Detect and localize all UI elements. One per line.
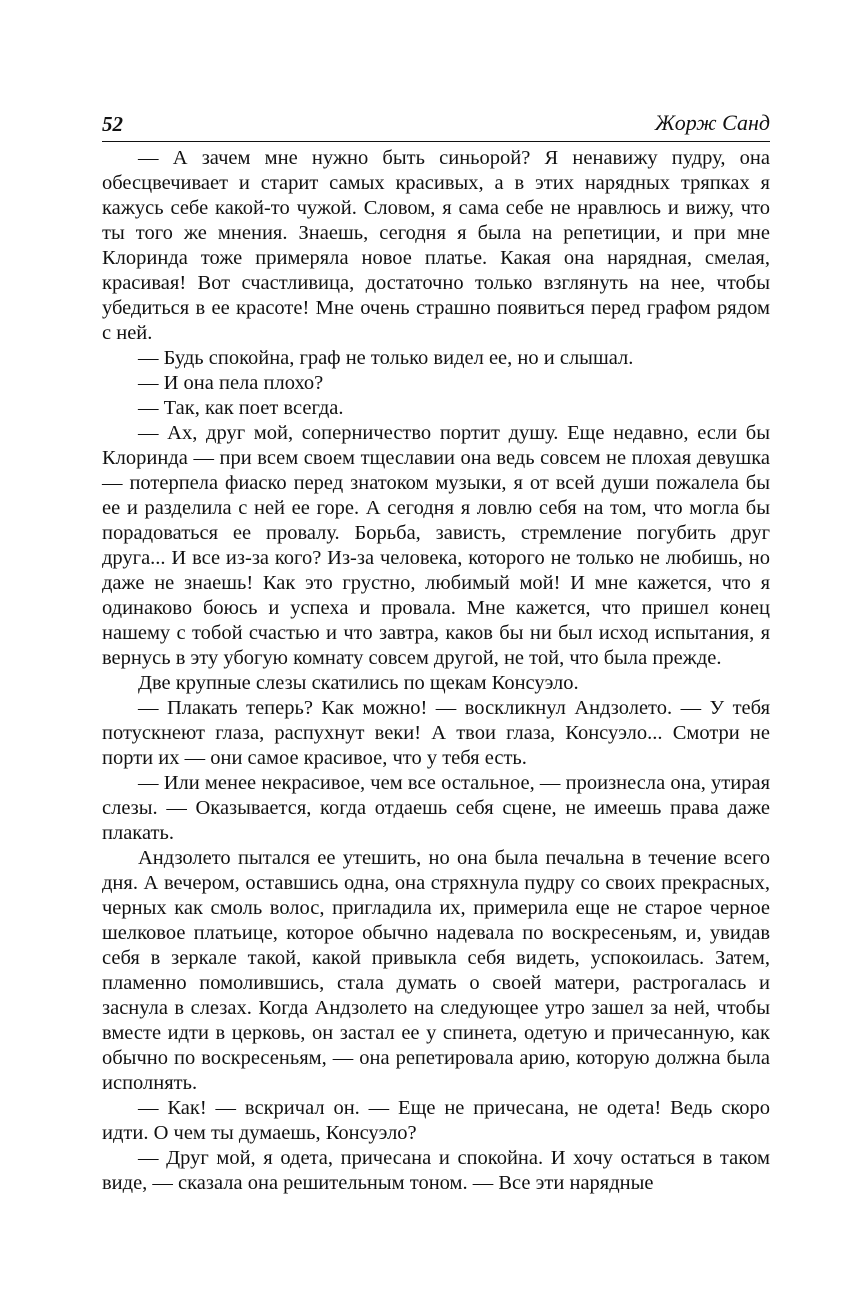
paragraph: Две крупные слезы скатились по щекам Консуэло. xyxy=(138,672,579,694)
paragraph: — Так, как поет всегда. xyxy=(138,397,344,419)
paragraph: Андзолето пытался ее утешить, но она была печальна в течение всего дня. А вечером, оставшись одна, она стряхнула пудру со своих прекрасных, черных как смоль волос, пригладила их, примерила еще не старое черное шелковое платьице, которое обычно надевала по воскресеньям, и, увидав себя в зеркале такой, какой привыкла себя видеть, успокоилась. Затем, пламенно помолившись, стала думать о своей матери, растрогалась и заснула в слезах. Когда Андзолето на следующее утро зашел за ней, чтобы вместе идти в церковь, он застал ее у спинета, одетую и причесанную, как обычно по воскресеньям, — она репетировала арию, которую должна была исполнять. xyxy=(102,847,770,1094)
paragraph: — Как! — вскричал он. — Еще не причесана, не одета! Ведь скоро идти. О чем ты думаешь, Консуэло? xyxy=(102,1097,770,1144)
body-text xyxy=(102,146,770,1196)
page-number: 52 xyxy=(102,112,123,136)
running-head-author: Жорж Санд xyxy=(654,110,770,135)
paragraph: — Или менее некрасивое, чем все остальное, — произнесла она, утирая слезы. — Оказывается, когда отдаешь себя сцене, не имеешь права даже плакать. xyxy=(102,772,770,844)
header-rule xyxy=(102,141,770,142)
paragraph: — Будь спокойна, граф не только видел ее, но и слышал. xyxy=(138,347,634,369)
page-header xyxy=(102,108,770,142)
paragraph: — Друг мой, я одета, причесана и спокойна. И хочу остаться в таком виде, — сказала она решительным тоном. — Все эти нарядные xyxy=(102,1147,770,1194)
paragraph: — Плакать теперь? Как можно! — воскликнул Андзолето. — У тебя потускнеют глаза, распухнут веки! А твои глаза, Консуэло... Смотри не порти их — они самое красивое, что у тебя есть. xyxy=(102,697,770,769)
paragraph: — Ах, друг мой, соперничество портит душу. Еще недавно, если бы Клоринда — при всем своем тщеславии она ведь совсем не плохая девушка — потерпела фиаско перед знатоком музыки, я от всей души пожалела бы ее и разделила с ней ее горе. А сегодня я ловлю себя на том, что могла бы порадоваться ее провалу. Борьба, зависть, стремление погубить друг друга... И все из-за кого? Из-за человека, которого не только не любишь, но даже не знаешь! Как это грустно, любимый мой! И мне кажется, что я одинаково боюсь и успеха и провала. Мне кажется, что пришел конец нашему с тобой счастью и что завтра, каков бы ни был исход испытания, я вернусь в эту убогую комнату совсем другой, не той, что была прежде. xyxy=(102,422,770,669)
paragraph: — И она пела плохо? xyxy=(138,372,324,394)
paragraph: — А зачем мне нужно быть синьорой? Я ненавижу пудру, она обесцвечивает и старит самых красивых, а в этих нарядных тряпках я кажусь себе какой-то чужой. Словом, я сама себе не нравлюсь и вижу, что ты того же мнения. Знаешь, сегодня я была на репетиции, и при мне Клоринда тоже примеряла новое платье. Какая она нарядная, смелая, красивая! Вот счастливица, достаточно только взглянуть на нее, чтобы убедиться в ее красоте! Мне очень страшно появиться перед графом рядом с ней. xyxy=(102,147,770,344)
